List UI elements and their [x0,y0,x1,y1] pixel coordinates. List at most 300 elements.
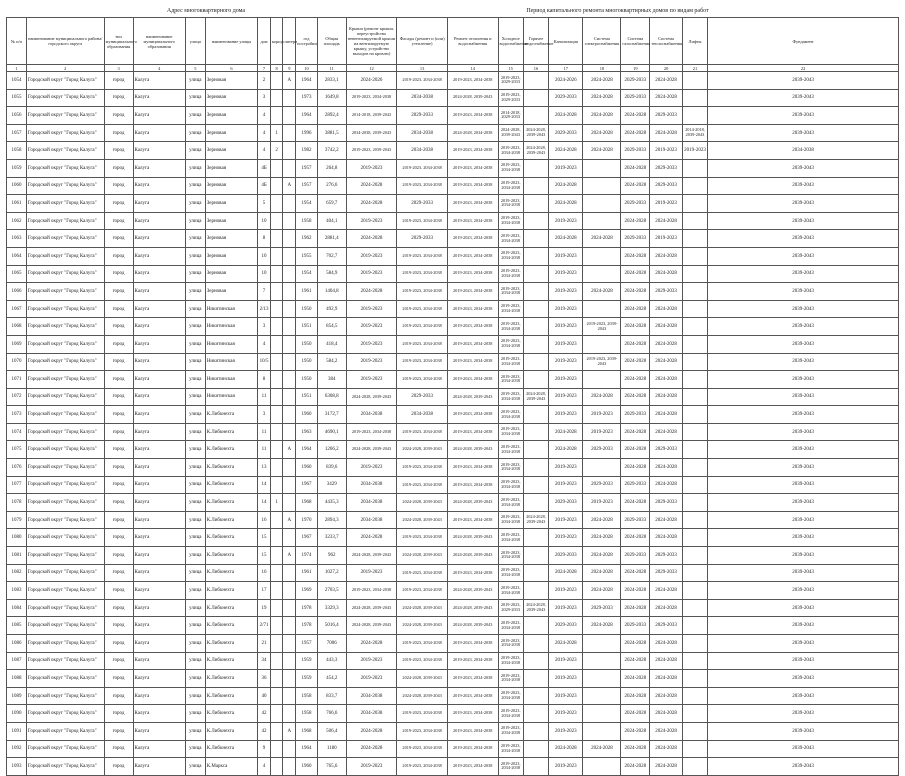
table-cell [682,318,707,336]
table-cell: 2024-2028, 2039-2043 [447,494,498,512]
table-cell: 2034-2038 [397,89,448,107]
table-cell: 2024-2028 [621,283,650,301]
table-cell: улица [185,406,205,424]
table-cell: 2019-2023, 2034-2038 [447,406,498,424]
column-number: 14 [447,65,498,72]
table-cell: 2019-2023, 2034-2038 [498,265,523,283]
table-row [7,89,899,107]
table-cell: 2019-2023, 2034-2038 [498,371,523,389]
table-cell [270,476,283,494]
table-cell: 2039-2043 [708,635,899,653]
table-cell: Никитинская [205,371,257,389]
table-cell: 2019-2023 [549,212,583,230]
table-cell [583,758,621,776]
table-row [7,511,899,529]
table-cell [283,159,296,177]
table-cell: 10 [258,212,271,230]
table-cell: 2024-2028, 2039-2043 [447,89,498,107]
table-cell: 2029-2033 [549,617,583,635]
table-cell: улица [185,212,205,230]
table-cell: 2024-2028, 2039-2043 [397,617,448,635]
table-cell: 2014-2018, 2039-2043 [346,107,397,125]
table-row [7,107,899,125]
table-cell: улица [185,529,205,547]
table-cell: улица [185,652,205,670]
table-cell: 2039-2043 [708,441,899,459]
table-cell: 2019-2023 [650,230,683,248]
table-cell: 2024-2028, 2039-2043 [447,441,498,459]
table-cell: Калуга [133,652,185,670]
column-header: тип муниципального образования [104,18,133,65]
table-cell [270,459,283,477]
table-cell [270,300,283,318]
table-cell: 702,7 [317,247,346,265]
table-cell [583,159,621,177]
table-cell: 962 [317,547,346,565]
table-cell: 8 [258,371,271,389]
table-cell [270,740,283,758]
table-cell: 36 [258,670,271,688]
table-cell: Городской округ "Город Калуга" [26,89,104,107]
column-number: 13 [397,65,448,72]
table-row [7,423,899,441]
table-cell: 14 [258,494,271,512]
table-cell: 2019-2023, 2034-2038 [447,247,498,265]
table-cell: 2024-2028 [621,388,650,406]
table-cell [283,582,296,600]
table-cell: 2019-2023, 2034-2038 [498,283,523,301]
table-cell: город [104,107,133,125]
table-cell [523,441,548,459]
table-cell: 1950 [296,335,318,353]
table-cell: 2024-2028 [650,459,683,477]
table-cell: 1085 [7,617,27,635]
table-cell: 2019-2023, 2034-2038 [498,159,523,177]
table-cell [270,564,283,582]
table-cell [682,635,707,653]
table-cell: 10 [258,265,271,283]
table-cell: 10/5 [258,353,271,371]
table-cell [523,300,548,318]
table-cell [283,212,296,230]
table-cell: Калуга [133,476,185,494]
column-number: 10 [296,65,318,72]
table-cell: К.Либкнехта [205,547,257,565]
table-cell: 2029-2033 [397,230,448,248]
table-cell: 2039-2043 [708,124,899,142]
table-cell: 2024-2028 [549,635,583,653]
table-cell: 2039-2043 [708,547,899,565]
table-cell: улица [185,177,205,195]
table-cell: 2039-2043 [708,353,899,371]
table-cell: город [104,441,133,459]
table-cell [523,353,548,371]
table-cell [682,652,707,670]
table-cell: Зерновая [205,142,257,160]
table-cell [283,247,296,265]
table-cell: Городской округ "Город Калуга" [26,740,104,758]
table-cell: 2019-2023, 2034-2038 [447,159,498,177]
table-row [7,72,899,90]
table-cell: 3881,5 [317,124,346,142]
table-cell: Городской округ "Город Калуга" [26,529,104,547]
table-cell: 418,4 [317,335,346,353]
table-cell [523,617,548,635]
table-cell: 10 [258,247,271,265]
table-row [7,547,899,565]
table-cell: 2019-2023, 2034-2038 [498,423,523,441]
table-cell: 2024-2028 [583,107,621,125]
table-cell: Калуга [133,511,185,529]
table-cell: 2019-2023, 2034-2038 [447,635,498,653]
table-cell: 2024-2028 [583,283,621,301]
table-cell: 2039-2043 [708,318,899,336]
table-cell [270,230,283,248]
table-cell: 15 [258,547,271,565]
table-cell: Городской округ "Город Калуга" [26,159,104,177]
table-cell: Калуга [133,687,185,705]
table-cell: 2024-2028 [621,353,650,371]
table-cell [583,687,621,705]
table-cell: 2039-2043 [708,371,899,389]
table-cell: 1062 [7,212,27,230]
table-cell: 2019-2023, 2034-2038 [498,230,523,248]
table-cell: Городской округ "Город Калуга" [26,353,104,371]
table-cell: 2019-2023 [549,283,583,301]
table-cell: 2039-2043 [708,388,899,406]
table-cell: 2019-2023 [549,705,583,723]
table-cell: 2024-2028 [583,740,621,758]
table-cell: 1027,2 [317,564,346,582]
table-cell: Калуга [133,599,185,617]
table-cell: 1967 [296,529,318,547]
table-cell [270,547,283,565]
table-cell [283,459,296,477]
table-cell: 2024-2028 [621,740,650,758]
table-cell [270,195,283,213]
table-cell [270,670,283,688]
table-cell [682,230,707,248]
table-cell: 2024-2028 [650,740,683,758]
table-cell: 2029-2033 [650,283,683,301]
table-cell: 14 [258,476,271,494]
table-cell: Зерновая [205,195,257,213]
table-cell: 2039-2043 [708,722,899,740]
table-cell: 4 [258,124,271,142]
table-cell: город [104,599,133,617]
table-cell: 1957 [296,635,318,653]
table-cell: 2024-2028 [621,212,650,230]
table-cell: 384 [317,371,346,389]
table-cell: 2019-2023, 2034-2038 [397,177,448,195]
table-cell: Городской округ "Город Калуга" [26,687,104,705]
table-cell: улица [185,459,205,477]
table-cell: улица [185,195,205,213]
table-cell: 2024-2028, 2039-2043 [397,494,448,512]
table-row [7,318,899,336]
column-header: дом [258,18,271,65]
table-cell: 4435,3 [317,494,346,512]
table-cell: город [104,564,133,582]
table-cell [283,353,296,371]
table-cell: Калуга [133,547,185,565]
table-cell: 833,7 [317,687,346,705]
table-cell: Калуга [133,670,185,688]
table-cell: 2019-2023, 2034-2038 [498,705,523,723]
table-cell [523,547,548,565]
table-cell: 2019-2023, 2034-2038 [447,142,498,160]
table-cell [583,705,621,723]
column-header: Общая площадь [317,18,346,65]
table-cell: 1091 [7,722,27,740]
table-cell: Калуга [133,124,185,142]
table-cell [682,107,707,125]
column-header: литера [283,18,296,65]
table-cell [682,722,707,740]
table-cell [583,247,621,265]
table-cell: 2024-2028, 2039-2043 [346,547,397,565]
table-cell [523,212,548,230]
table-cell: 2024-2028 [621,670,650,688]
table-cell: 1955 [296,247,318,265]
table-cell: 2024-2028 [583,142,621,160]
table-cell [523,635,548,653]
table-cell: Зерновая [205,124,257,142]
table-cell: 2019-2023, 2034-2038 [447,335,498,353]
table-cell: 2024-2028 [583,564,621,582]
table-cell: 1960 [296,459,318,477]
table-cell: 1649,8 [317,89,346,107]
table-cell: 2029-2033 [583,441,621,459]
table-cell [270,652,283,670]
table-cell: К.Либкнехта [205,529,257,547]
column-number: 17 [549,65,583,72]
table-cell [523,423,548,441]
table-cell: 1964 [296,740,318,758]
table-cell [523,582,548,600]
table-cell [583,265,621,283]
table-cell: город [104,142,133,160]
table-cell: 1075 [7,441,27,459]
table-cell: Городской округ "Город Калуга" [26,177,104,195]
table-cell: К.Либкнехта [205,511,257,529]
table-cell: 2029-2033 [621,195,650,213]
table-cell: К.Либкнехта [205,564,257,582]
table-cell: 3429 [317,476,346,494]
table-cell: 2039-2043 [708,705,899,723]
table-cell: 4Б [258,159,271,177]
table-cell: 2019-2023 [549,529,583,547]
table-cell: Калуга [133,582,185,600]
table-row [7,635,899,653]
table-cell: 3329,3 [317,599,346,617]
table-cell: город [104,124,133,142]
table-cell: 2019-2023 [650,195,683,213]
table-cell: город [104,388,133,406]
table-cell: 2029-2033 [549,89,583,107]
table-cell: 1404,8 [317,283,346,301]
table-cell: 2024-2028 [621,318,650,336]
table-cell: 2019-2023, 2034-2038 [498,722,523,740]
table-cell: Городской округ "Город Калуга" [26,670,104,688]
table-cell: улица [185,722,205,740]
table-cell: 2019-2023, 2034-2038 [498,388,523,406]
table-cell: К.Либкнехта [205,617,257,635]
table-cell: 2019-2023 [682,142,707,160]
column-number: 4 [133,65,185,72]
table-cell: 2019-2023, 2034-2038 [498,617,523,635]
table-cell: 2039-2043 [708,494,899,512]
table-cell: 2019-2023 [549,300,583,318]
table-cell: 2019-2023 [346,265,397,283]
table-cell: 2019-2023 [549,582,583,600]
table-cell: 1084 [7,599,27,617]
table-cell: 2019-2023 [346,564,397,582]
table-cell: Калуга [133,758,185,776]
table-cell: Зерновая [205,72,257,90]
table-cell: 2024-2028 [549,423,583,441]
table-cell [270,705,283,723]
table-cell [283,406,296,424]
table-cell: 2019-2023, 2034-2038 [397,476,448,494]
table-cell [523,247,548,265]
table-cell: 1083 [7,582,27,600]
table-cell: 1064 [7,247,27,265]
table-cell: 2039-2043 [708,459,899,477]
table-cell: улица [185,318,205,336]
column-number: 1 [7,65,27,72]
table-cell: 2019-2023, 2034-2038 [397,318,448,336]
table-cell: Зерновая [205,247,257,265]
table-cell: улица [185,476,205,494]
table-cell: 2024-2028 [583,89,621,107]
table-cell: город [104,423,133,441]
table-cell: 2024-2028 [346,740,397,758]
table-cell [682,705,707,723]
table-cell: 2024-2028, 2039-2043 [397,670,448,688]
table-cell: 1082 [7,564,27,582]
table-cell: 2024-2028 [549,177,583,195]
table-cell: 2024-2028 [346,529,397,547]
table-cell: Калуга [133,406,185,424]
table-cell: 7006 [317,635,346,653]
table-cell: 2039-2043 [708,300,899,318]
table-cell: город [104,635,133,653]
column-header: Холодное водоснабжение [498,18,523,65]
table-cell [523,107,548,125]
table-cell: 2024-2028 [621,159,650,177]
column-number: 15 [498,65,523,72]
table-cell [523,758,548,776]
table-cell: 1081 [7,547,27,565]
table-cell: Городской округ "Город Калуга" [26,124,104,142]
table-cell: город [104,89,133,107]
table-cell [682,547,707,565]
table-cell: 2019-2023, 2034-2038 [397,247,448,265]
table-cell: 2024-2028 [650,511,683,529]
table-cell: 2024-2028 [621,687,650,705]
column-number: 21 [682,65,707,72]
table-cell: 2019-2023, 2034-2038 [397,423,448,441]
table-cell [682,371,707,389]
table-cell: 2019-2023, 2034-2038 [447,107,498,125]
table-cell: улица [185,335,205,353]
table-cell: 2024-2028 [650,247,683,265]
table-cell: 2029-2033 [621,617,650,635]
table-cell [283,617,296,635]
table-cell: 2024-2028 [650,212,683,230]
table-cell [270,388,283,406]
column-header: Фундамент [708,18,899,65]
table-cell: 1964 [296,107,318,125]
table-cell: 2039-2043 [708,670,899,688]
table-cell [682,687,707,705]
table-cell: 1068 [7,318,27,336]
table-cell: 2034-2038 [346,494,397,512]
table-cell: 2034-2038 [397,124,448,142]
column-number: 6 [205,65,257,72]
table-cell: 19 [258,599,271,617]
table-cell [270,722,283,740]
table-cell: 2019-2023, 2034-2038 [447,265,498,283]
table-cell: 3 [258,318,271,336]
table-cell [270,212,283,230]
table-cell: 854,5 [317,318,346,336]
table-cell: город [104,547,133,565]
table-cell: 659,7 [317,195,346,213]
table-cell: 2029-2033 [650,564,683,582]
table-cell: 2019-2023, 2034-2038 [447,564,498,582]
table-cell: 3742,2 [317,142,346,160]
table-cell: 2024-2028 [650,318,683,336]
table-cell: 2881,4 [317,230,346,248]
table-cell: 2019-2023 [346,300,397,318]
table-cell: 443,3 [317,652,346,670]
table-cell: Городской округ "Город Калуга" [26,599,104,617]
table-cell: 2024-2028, 2039-2043 [523,124,548,142]
table-cell: 1079 [7,511,27,529]
table-cell [583,195,621,213]
table-cell: 2024-2028 [621,758,650,776]
table-cell [523,476,548,494]
column-header: Система теплоснабжения [650,18,683,65]
table-cell: 2019-2023, 2034-2038 [498,247,523,265]
table-cell: 2039-2043 [708,72,899,90]
table-cell: 2024-2028 [583,529,621,547]
table-cell: 1180 [317,740,346,758]
table-cell: 1960 [296,406,318,424]
table-cell: 2019-2023, 2034-2038 [498,547,523,565]
table-cell: 2024-2028 [621,265,650,283]
table-cell: 1072 [7,388,27,406]
table-cell: 2039-2043 [708,195,899,213]
table-cell [682,406,707,424]
table-cell: улица [185,265,205,283]
table-cell [583,371,621,389]
table-cell: Городской округ "Город Калуга" [26,247,104,265]
table-row [7,494,899,512]
table-cell [283,335,296,353]
table-row [7,124,899,142]
table-row [7,599,899,617]
table-cell: 5016,4 [317,617,346,635]
table-cell: 5 [258,195,271,213]
table-cell: 2039-2043 [708,511,899,529]
table-cell: 2029-2033 [621,89,650,107]
table-cell: 2039-2043 [708,582,899,600]
table-cell: 1964 [296,441,318,459]
table-cell: 2019-2023, 2034-2038 [498,459,523,477]
